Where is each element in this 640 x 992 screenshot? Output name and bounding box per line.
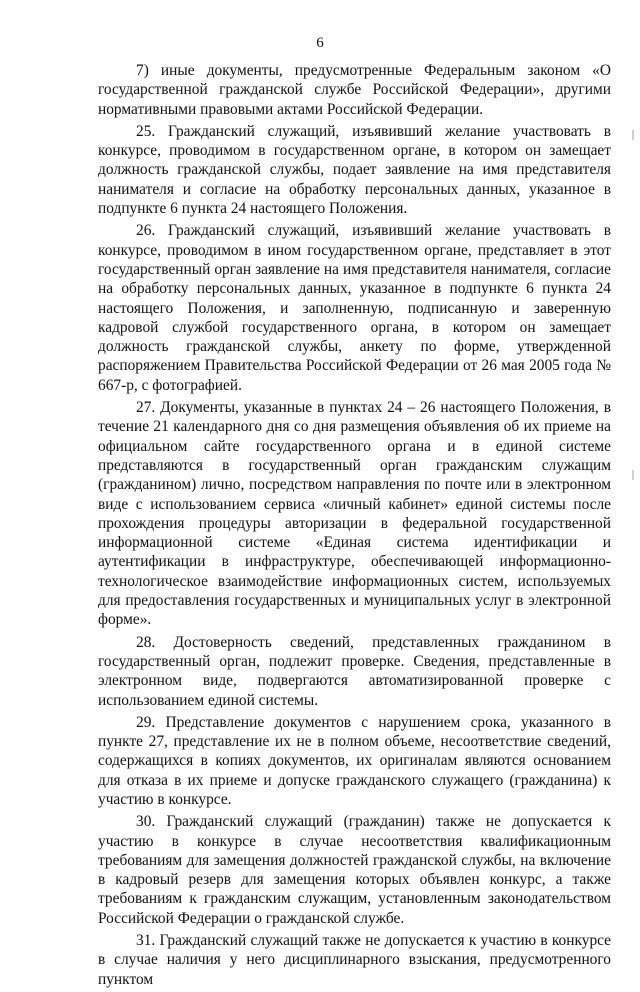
scan-edge-mark (632, 130, 634, 140)
paragraph-31: 31. Гражданский служащий также не допускается к участию в конкурсе в случае наличия у него дисциплинарного взыскания, предусмотренного пунктом (98, 932, 611, 988)
paragraph-29: 29. Представление документов с нарушением срока, указанного в пункте 27, представление их не в полном объеме, несоответствие сведений, содержащихся в копиях документов, их оригиналам являются основанием для отказа в их приеме и допуске гражданского служащего (гражданина) к участию в конкурсе. (98, 713, 611, 808)
page-number: 6 (316, 35, 324, 51)
scan-edge-mark (632, 470, 634, 480)
paragraph-27: 27. Документы, указанные в пунктах 24 – 26 настоящего Положения, в течение 21 календарного дня со дня размещения объявления об их приеме на официальном сайте государственного органа и в единой системе представляются в государственный орган гражданским служащим (гражданином) лично, посредством направления по почте или в электронном виде с использованием сервиса «личный кабинет» единой системы после прохождения процедуры авторизации в федеральной государственной информационной системе «Единая система идентификации и аутентификации в инфраструктуре, обеспечивающей информационно-технологическое взаимодействие информационных систем, используемых для предоставления государственных и муниципальных услуг в электронной форме». (98, 399, 611, 629)
document-body (98, 61, 611, 992)
paragraph-25: 25. Гражданский служащий, изъявивший желание участвовать в конкурсе, проводимом в государственном органе, в котором он замещает должность гражданской службы, подает заявление на имя представителя нанимателя и согласие на обработку персональных данных, указанное в подпункте 6 пункта 24 настоящего Положения. (98, 122, 611, 218)
paragraph-item-7: 7) иные документы, предусмотренные Федеральным законом «О государственной гражданской службе Российской Федерации», другими нормативными правовыми актами Российской Федерации. (98, 62, 611, 118)
paragraph-26: 26. Гражданский служащий, изъявивший желание участвовать в конкурсе, проводимом в ином государственном органе, представляет в этот государственный орган заявление на имя представителя нанимателя, согласие на обработку персональных данных, указанное в подпункте 6 пункта 24 настоящего Положения, и заполненную, подписанную и заверенную кадровой службой государственного органа, в котором он замещает должность гражданской службы, анкету по форме, утвержденной распоряжением Правительства Российской Федерации от 26 мая 2005 года № 667-р, с фотографией. (98, 222, 611, 394)
paragraph-30: 30. Гражданский служащий (гражданин) также не допускается к участию в конкурсе в случае несоответствия квалификационным требованиям для замещения должностей гражданской службы, на включение в кадровый резерв для замещения которых объявлен конкурс, а также требованиям к гражданским служащим, установленным законодательством Российской Федерации о гражданской службе. (98, 813, 611, 927)
paragraph-28: 28. Достоверность сведений, представленных гражданином в государственный орган, подлежит проверке. Сведения, представленные в электронном виде, подвергаются автоматизированной проверке с использованием единой системы. (98, 633, 611, 709)
